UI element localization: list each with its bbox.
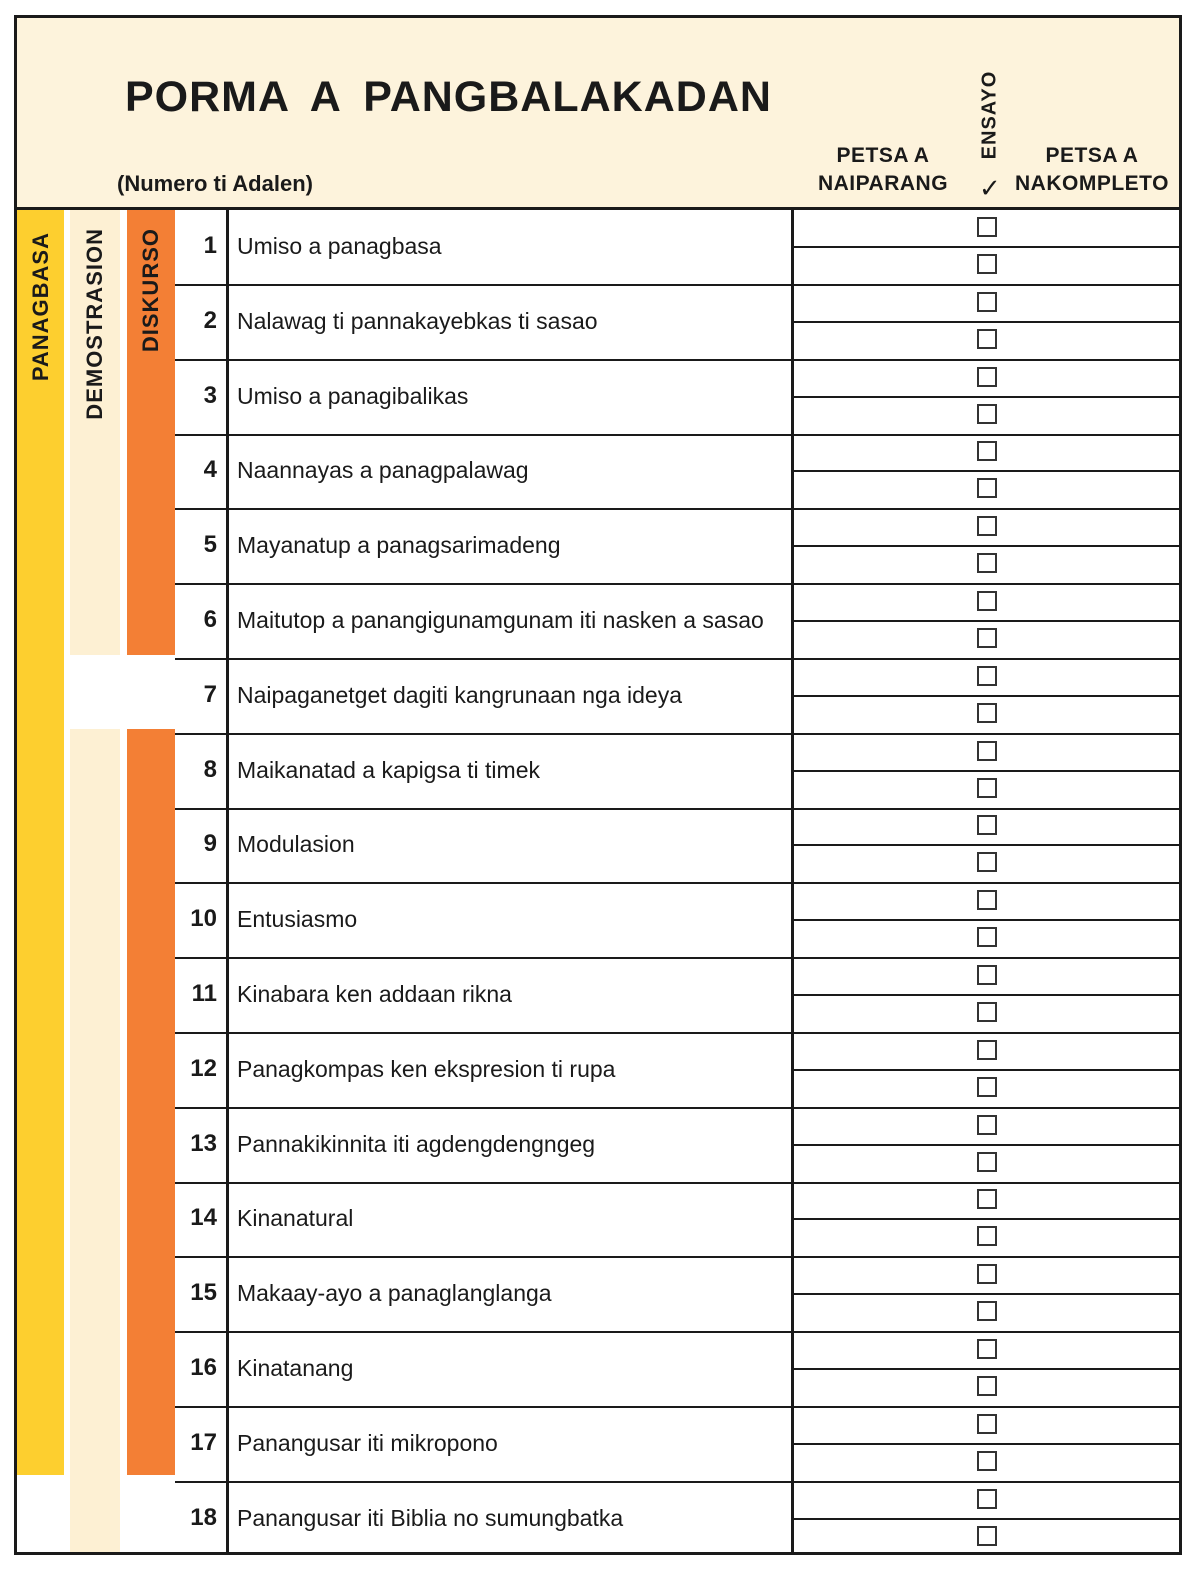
item-row <box>175 210 1179 285</box>
dates-divider <box>791 210 794 1555</box>
number-divider <box>226 210 229 1555</box>
item-row <box>175 883 1179 958</box>
practice-checkbox[interactable] <box>977 927 997 947</box>
item-number: 10 <box>190 905 217 933</box>
row-divider-half <box>793 1368 1179 1370</box>
row-divider-half <box>793 470 1179 472</box>
item-number: 16 <box>190 1354 217 1381</box>
practice-checkbox[interactable] <box>977 478 997 498</box>
practice-checkbox[interactable] <box>977 965 997 985</box>
practice-checkbox[interactable] <box>977 1526 997 1546</box>
item-row <box>175 360 1179 435</box>
practice-checkbox[interactable] <box>977 890 997 910</box>
date-completed-line2: NAKOMPLETO <box>1015 172 1169 195</box>
item-text: Umiso a panagbasa <box>237 233 442 259</box>
practice-checkbox[interactable] <box>977 1115 997 1135</box>
row-divider-half <box>793 919 1179 921</box>
item-row <box>175 808 1179 883</box>
item-text: Kinabara ken addaan rikna <box>237 981 512 1007</box>
practice-checkbox[interactable] <box>977 1339 997 1359</box>
item-row <box>175 1482 1179 1555</box>
item-row <box>175 659 1179 734</box>
row-divider-half <box>793 1293 1179 1295</box>
counsel-form <box>14 15 1182 1555</box>
form-title: PORMA A PANGBALAKADAN <box>125 73 772 121</box>
item-text: Umiso a panagibalikas <box>237 382 469 409</box>
row-divider-half <box>793 1218 1179 1220</box>
practice-checkbox[interactable] <box>977 1451 997 1471</box>
demonstration-label: DEMOSTRASION <box>82 228 107 420</box>
practice-checkbox[interactable] <box>977 1002 997 1022</box>
item-row <box>175 434 1179 509</box>
form-subtitle: (Numero ti Adalen) <box>117 171 313 196</box>
item-number: 14 <box>190 1204 217 1232</box>
item-number: 5 <box>203 531 217 559</box>
practice-checkbox[interactable] <box>977 852 997 872</box>
item-number: 4 <box>203 456 217 484</box>
practice-checkbox[interactable] <box>977 292 997 312</box>
row-divider-half <box>793 770 1179 772</box>
item-text: Nalawag ti pannakayebkas ti sasao <box>237 307 598 334</box>
row-divider-half <box>793 321 1179 323</box>
item-text: Kinanatural <box>237 1205 354 1232</box>
item-number: 13 <box>190 1129 217 1157</box>
demonstration-band-top <box>70 210 120 655</box>
date-assigned-line1: PETSA A <box>836 144 930 167</box>
practice-checkbox[interactable] <box>977 1077 997 1097</box>
practice-checkbox[interactable] <box>977 1489 997 1509</box>
item-text: Maitutop a panangigunamgunam iti nasken a sasao <box>237 607 764 633</box>
check-mark-icon: ✓ <box>979 173 1001 203</box>
item-row <box>175 509 1179 584</box>
practice-checkbox[interactable] <box>977 553 997 573</box>
item-number: 15 <box>190 1279 217 1307</box>
row-divider-half <box>793 545 1179 547</box>
practice-header <box>975 70 1005 160</box>
practice-checkbox[interactable] <box>977 1376 997 1396</box>
practice-checkbox[interactable] <box>977 703 997 723</box>
item-row <box>175 584 1179 659</box>
practice-checkbox[interactable] <box>977 1414 997 1434</box>
practice-checkbox[interactable] <box>977 1189 997 1209</box>
practice-checkbox[interactable] <box>977 404 997 424</box>
item-number: 7 <box>203 680 217 708</box>
item-row <box>175 1332 1179 1407</box>
practice-checkbox[interactable] <box>977 1226 997 1246</box>
item-number: 17 <box>190 1428 217 1456</box>
row-divider-half <box>793 1518 1179 1520</box>
practice-checkbox[interactable] <box>977 329 997 349</box>
item-row <box>175 958 1179 1033</box>
row-divider-half <box>793 844 1179 846</box>
practice-checkbox[interactable] <box>977 1301 997 1321</box>
item-row <box>175 734 1179 809</box>
row-divider-half <box>793 695 1179 697</box>
item-text: Panagkompas ken ekspresion ti rupa <box>237 1055 616 1082</box>
item-text: Panangusar iti mikropono <box>237 1429 498 1456</box>
item-number: 3 <box>203 381 217 409</box>
demonstration-band-bottom <box>70 729 120 1555</box>
practice-checkbox[interactable] <box>977 815 997 835</box>
row-divider-half <box>793 994 1179 996</box>
item-number: 9 <box>203 830 217 858</box>
item-text: Makaay-ayo a panaglanglanga <box>237 1280 552 1307</box>
practice-checkbox[interactable] <box>977 1152 997 1172</box>
item-text: Pannakikinnita iti agdengdengngeg <box>237 1130 596 1157</box>
practice-checkbox[interactable] <box>977 1040 997 1060</box>
practice-checkbox[interactable] <box>977 441 997 461</box>
date-assigned-header <box>807 142 959 198</box>
practice-label: ENSAYO <box>978 70 1001 160</box>
row-divider-half <box>793 396 1179 398</box>
practice-checkbox[interactable] <box>977 1264 997 1284</box>
item-row <box>175 1257 1179 1332</box>
item-row <box>175 285 1179 360</box>
talk-band-top <box>127 210 175 655</box>
practice-checkbox[interactable] <box>977 666 997 686</box>
row-divider-half <box>793 1144 1179 1146</box>
reading-band <box>17 210 64 1475</box>
practice-checkbox[interactable] <box>977 254 997 274</box>
row-divider-half <box>793 246 1179 248</box>
date-completed-line1: PETSA A <box>1045 144 1139 167</box>
item-text: Panangusar iti Biblia no sumungbatka <box>237 1504 624 1531</box>
row-divider-half <box>793 620 1179 622</box>
item-text: Maikanatad a kapigsa ti timek <box>237 756 540 783</box>
talk-band-bottom <box>127 729 175 1475</box>
item-number: 2 <box>203 306 217 334</box>
practice-checkbox[interactable] <box>977 367 997 387</box>
item-row <box>175 1033 1179 1108</box>
item-number: 12 <box>190 1054 217 1082</box>
item-number: 11 <box>191 980 217 1007</box>
reading-label: PANAGBASA <box>27 232 53 382</box>
practice-checkbox[interactable] <box>977 778 997 798</box>
form-header <box>17 18 1179 210</box>
talk-label: DISKURSO <box>138 228 163 353</box>
item-text: Mayanatup a panagsarimadeng <box>237 532 561 559</box>
practice-checkbox[interactable] <box>977 591 997 611</box>
practice-checkbox[interactable] <box>977 628 997 648</box>
item-number: 8 <box>203 755 217 783</box>
item-number: 6 <box>203 606 217 633</box>
practice-checkbox[interactable] <box>977 741 997 761</box>
item-text: Entusiasmo <box>237 906 358 933</box>
row-divider-half <box>793 1069 1179 1071</box>
item-text: Naipaganetget dagiti kangrunaan nga ideya <box>237 681 683 708</box>
item-row <box>175 1407 1179 1482</box>
practice-checkbox[interactable] <box>977 217 997 237</box>
item-row <box>175 1182 1179 1257</box>
row-divider-half <box>793 1443 1179 1445</box>
item-number: 18 <box>190 1503 217 1531</box>
date-assigned-line2: NAIPARANG <box>817 172 949 195</box>
practice-checkbox[interactable] <box>977 516 997 536</box>
item-number: 1 <box>203 232 217 259</box>
item-row <box>175 1108 1179 1183</box>
item-text: Modulasion <box>237 831 355 858</box>
date-completed-header <box>1007 142 1177 198</box>
item-text: Naannayas a panagpalawag <box>237 457 529 484</box>
item-text: Kinatanang <box>237 1355 354 1381</box>
